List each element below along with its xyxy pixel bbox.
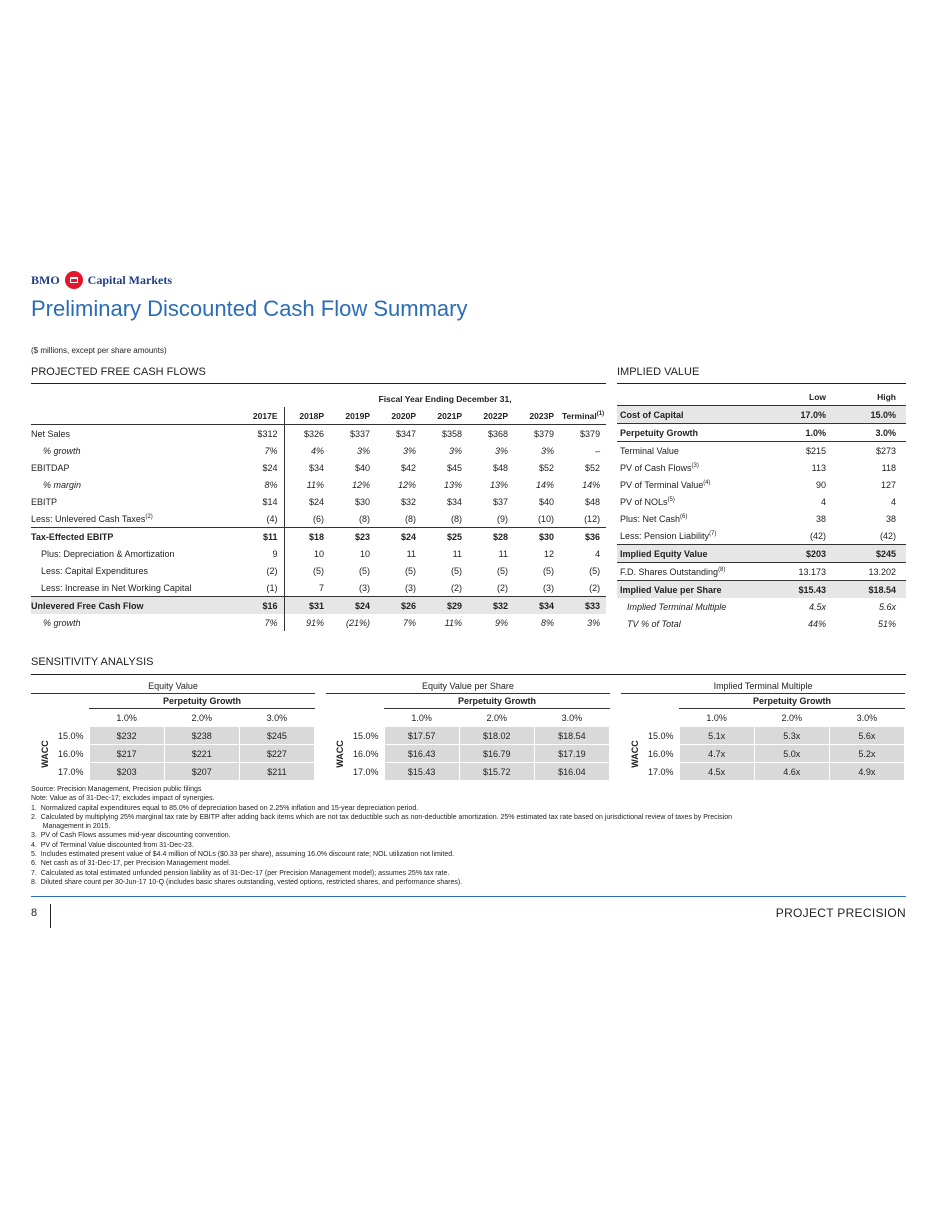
table-row (31, 614, 606, 631)
table-cell: 3% (402, 445, 416, 456)
growth-header: 1.0% (706, 712, 727, 723)
wacc-label: WACC (629, 739, 640, 768)
table-cell: (21%) (345, 617, 370, 628)
table-row (31, 493, 606, 510)
high-value: 118 (881, 462, 896, 473)
table-cell: $40 (538, 496, 554, 507)
growth-header: 3.0% (266, 712, 288, 723)
table-cell: (5) (359, 565, 370, 576)
row-label: Tax-Effected EBITP (31, 528, 228, 546)
table-row (31, 763, 315, 781)
table-cell: $15.72 (459, 763, 534, 781)
footnote-line: 3. PV of Cash Flows assumes mid-year discounting convention. (31, 832, 231, 840)
row-label: Implied Terminal Multiple (627, 601, 727, 612)
col-header-terminal: Terminal$^{(1)}$ (560, 407, 606, 425)
table-cell: $203 (89, 763, 164, 781)
table-cell: $15.43 (384, 763, 459, 781)
row-label: EBITDAP (31, 462, 70, 473)
page-number: 8 (31, 907, 38, 919)
table-cell: (8) (405, 513, 416, 524)
implied-section-title: IMPLIED VALUE (617, 366, 700, 378)
table-cell: 4.5x (679, 763, 754, 781)
table-cell: $34 (514, 597, 560, 615)
perpetuity-growth-header: Perpetuity Growth (384, 694, 610, 709)
table-cell: (2) (497, 582, 508, 593)
sensitivity-title: Implied Terminal Multiple (621, 679, 905, 694)
wacc-value: 16.0% (57, 748, 84, 759)
table-cell: $16.43 (384, 745, 459, 763)
table-cell: $42 (400, 462, 416, 473)
table-cell: $25 (422, 528, 468, 546)
footnote-line: 1. Normalized capital expenditures equal to 85.0% of depreciation based on 2.25% inflation and 15-year depreciation period. (31, 804, 419, 812)
table-cell: (5) (543, 565, 554, 576)
table-row (31, 442, 606, 459)
table-cell: $17.19 (534, 745, 609, 763)
table-row (617, 406, 906, 424)
implied-header-row (617, 388, 906, 406)
table-cell: 5.0x (754, 745, 829, 763)
low-value: $15.43 (766, 581, 836, 599)
high-value: 51% (877, 618, 896, 629)
low-value: 113 (811, 462, 826, 473)
sensitivity-title: Equity Value (31, 679, 315, 694)
page-subtitle: ($ millions, except per share amounts) (31, 346, 167, 355)
table-cell: $24 (228, 459, 284, 476)
table-cell: $28 (468, 528, 514, 546)
growth-header: 2.0% (486, 712, 507, 723)
row-label: Less: Pension Liability$^{(7)}$ (617, 527, 766, 545)
table-cell: $26 (376, 597, 422, 615)
table-cell: $30 (354, 496, 370, 507)
table-cell: $24 (376, 528, 422, 546)
high-value: 4 (890, 496, 896, 507)
growth-header: 1.0% (116, 712, 137, 723)
table-cell: 13% (443, 479, 462, 490)
row-label: Cost of Capital (617, 406, 766, 424)
table-cell: (8) (451, 513, 462, 524)
wacc-value: 17.0% (352, 766, 379, 777)
col-header: 2021P (422, 407, 468, 425)
logo-bmo-text: BMO (31, 272, 60, 287)
growth-header: 1.0% (411, 712, 432, 723)
table-cell: (6) (313, 513, 324, 524)
table-cell: 9% (494, 617, 508, 628)
row-label: % margin (43, 479, 82, 490)
table-row (31, 528, 606, 546)
low-value: 44% (807, 618, 826, 629)
table-cell: $34 (308, 462, 324, 473)
row-label: PV of NOLs$^{(5)}$ (620, 496, 675, 507)
table-cell: (12) (584, 513, 601, 524)
row-label: PV of Terminal Value$^{(4)}$ (620, 479, 711, 490)
table-row (617, 442, 906, 460)
low-value: 38 (815, 513, 826, 524)
logo-capital-markets-text: Capital Markets (87, 272, 172, 287)
low-value: $215 (805, 445, 826, 456)
table-cell: $23 (330, 528, 376, 546)
table-cell: $379 (533, 428, 554, 439)
table-cell: $36 (560, 528, 606, 546)
table-cell: 7 (318, 582, 324, 593)
table-row (326, 727, 610, 745)
project-name: PROJECT PRECISION (775, 906, 906, 920)
bmo-logo (31, 269, 172, 291)
high-value: (42) (836, 527, 906, 545)
table-row (31, 545, 606, 562)
high-value: $18.54 (836, 581, 906, 599)
table-cell: 3% (448, 445, 462, 456)
wacc-value: 17.0% (57, 766, 84, 777)
table-cell: 4.6x (754, 763, 829, 781)
table-cell: (5) (451, 565, 462, 576)
table-cell: $347 (395, 428, 416, 439)
footnote-line: Note: Value as of 31-Dec-17; excludes impact of synergies. (31, 795, 215, 803)
low-value: 4.5x (808, 601, 826, 612)
table-cell: (8) (359, 513, 370, 524)
wacc-value: 15.0% (647, 730, 674, 741)
table-cell: 91% (305, 617, 324, 628)
table-cell: (5) (313, 565, 324, 576)
row-label: TV % of Total (627, 618, 681, 629)
footnote-line: 7. Calculated as total estimated unfunded pension liability as of 31-Dec-17 (per Precision Management model); assumes 25% tax rate. (31, 869, 450, 877)
low-value: 17.0% (766, 406, 836, 424)
table-row (617, 424, 906, 442)
table-cell: 11 (406, 548, 416, 559)
footnote-line: Source: Precision Management, Precision public filings (31, 786, 202, 793)
row-label: Less: Capital Expenditures (41, 565, 149, 576)
pfcf-table (31, 390, 606, 631)
table-cell: $33 (560, 597, 606, 615)
table-cell: 3% (587, 617, 601, 628)
wacc-value: 15.0% (57, 730, 84, 741)
table-row (621, 763, 905, 781)
low-header: Low (766, 388, 836, 406)
pfcf-section-rule (31, 383, 606, 384)
table-cell: $14 (228, 493, 284, 510)
high-value: 15.0% (836, 406, 906, 424)
table-row (31, 745, 315, 763)
col-header: 2019P (330, 407, 376, 425)
wacc-label: WACC (334, 739, 345, 768)
table-row (31, 562, 606, 579)
table-row (31, 579, 606, 597)
wacc-label: WACC (39, 739, 50, 768)
table-cell: $379 (580, 428, 601, 439)
fiscal-year-header: Fiscal Year Ending December 31, (378, 393, 512, 404)
table-cell: $232 (89, 727, 164, 745)
table-cell: $16.04 (534, 763, 609, 781)
high-value: $245 (836, 545, 906, 563)
table-cell: – (595, 445, 601, 456)
footnote-line: 5. Includes estimated present value of $4.4 million of NOLs ($0.33 per share), assuming 16.0% discount rate; NOL utilization not limited. (31, 851, 455, 859)
table-cell: 8% (228, 476, 284, 493)
sensitivity-table (326, 679, 610, 781)
table-cell: (2) (589, 582, 601, 593)
table-row (617, 527, 906, 545)
table-cell: (9) (497, 513, 508, 524)
table-cell: 11% (444, 617, 462, 628)
table-cell: $29 (422, 597, 468, 615)
table-cell: 8% (540, 617, 554, 628)
table-cell: 5.1x (679, 727, 754, 745)
table-cell: 14% (535, 479, 554, 490)
table-row (621, 745, 905, 763)
row-label: % growth (43, 445, 81, 456)
row-label: Less: Unlevered Cash Taxes$^{(2)}$ (31, 513, 153, 524)
table-cell: $217 (89, 745, 164, 763)
table-cell: $207 (164, 763, 239, 781)
table-cell: 11 (498, 548, 508, 559)
table-cell: 11% (306, 479, 324, 490)
table-cell: 14% (582, 479, 601, 490)
table-cell: 9 (228, 545, 284, 562)
low-value: 90 (815, 479, 826, 490)
footnote-line: 2. Calculated by multiplying 25% marginal tax rate by EBITP after adding back items which are not tax deductible such as non-deductible amortization. 25% estimated tax rate based on jurisdictional review of taxes by Precision (31, 813, 733, 821)
table-cell: 4% (310, 445, 324, 456)
table-cell: 5.6x (829, 727, 904, 745)
table-cell: $18 (284, 528, 330, 546)
table-cell: 7% (402, 617, 416, 628)
table-cell: 3% (494, 445, 508, 456)
sensitivity-table (621, 679, 905, 781)
row-label: F.D. Shares Outstanding$^{(8)}$ (617, 563, 766, 581)
row-label: Unlevered Free Cash Flow (31, 597, 228, 615)
table-cell: 12% (397, 479, 416, 490)
table-row (621, 727, 905, 745)
table-row (617, 615, 906, 632)
wacc-value: 15.0% (352, 730, 379, 741)
footnotes (31, 785, 901, 887)
table-cell: 3% (540, 445, 554, 456)
table-cell: 5.3x (754, 727, 829, 745)
table-row (31, 476, 606, 493)
table-cell: $40 (354, 462, 370, 473)
bmo-roundel-icon (65, 271, 83, 289)
wacc-value: 17.0% (647, 766, 674, 777)
table-cell: (4) (228, 510, 284, 528)
table-cell: (10) (537, 513, 554, 524)
table-cell: 10 (359, 548, 370, 559)
wacc-value: 16.0% (352, 748, 379, 759)
wacc-value: 16.0% (647, 748, 674, 759)
table-row (617, 545, 906, 563)
table-cell: $245 (239, 727, 314, 745)
table-cell: $45 (446, 462, 462, 473)
footnote-line: 4. PV of Terminal Value discounted from 31-Dec-23. (31, 841, 194, 849)
table-cell: $48 (492, 462, 508, 473)
table-row (326, 763, 610, 781)
pfcf-section-title: PROJECTED FREE CASH FLOWS (31, 366, 206, 378)
table-cell: 7% (228, 614, 284, 631)
table-cell: (3) (405, 582, 416, 593)
high-value: 127 (880, 479, 896, 490)
footer-divider (50, 904, 51, 928)
high-header: High (836, 388, 906, 406)
sensitivity-section-rule (31, 674, 906, 675)
high-value: 13.202 (836, 563, 906, 581)
sensitivity-table (31, 679, 315, 781)
table-cell: $11 (228, 528, 284, 546)
sensitivity-title: Equity Value per Share (326, 679, 610, 694)
table-row (31, 425, 606, 443)
table-cell: $32 (468, 597, 514, 615)
pfcf-header-row (31, 407, 606, 425)
table-row (617, 493, 906, 510)
row-label: PV of Cash Flows$^{(3)}$ (620, 462, 699, 473)
growth-header: 2.0% (191, 712, 212, 723)
table-cell: $326 (303, 428, 324, 439)
table-cell: $238 (164, 727, 239, 745)
table-cell: $221 (164, 745, 239, 763)
table-cell: $211 (239, 763, 314, 781)
table-cell: $358 (441, 428, 462, 439)
table-row (617, 581, 906, 599)
table-cell: $17.57 (384, 727, 459, 745)
table-cell: $37 (492, 496, 508, 507)
table-row (326, 745, 610, 763)
low-value: 1.0% (766, 424, 836, 442)
page-title: Preliminary Discounted Cash Flow Summary (31, 296, 468, 321)
table-row (617, 476, 906, 493)
low-value: $203 (766, 545, 836, 563)
footnote-line: 8. Diluted share count per 30-Jun-17 10-Q (includes basic shares outstanding, vested options, restricted shares, and performance shares). (31, 878, 463, 886)
footer-rule (31, 896, 906, 897)
col-header: 2022P (468, 407, 514, 425)
table-cell: $24 (308, 496, 324, 507)
sensitivity-section-title: SENSITIVITY ANALYSIS (31, 656, 154, 668)
table-cell: $227 (239, 745, 314, 763)
table-cell: $52 (585, 462, 601, 473)
row-label: Net Sales (31, 428, 71, 439)
table-cell: $24 (330, 597, 376, 615)
table-cell: $368 (487, 428, 508, 439)
table-row (31, 597, 606, 615)
table-cell: $48 (585, 496, 601, 507)
low-value: 4 (820, 496, 826, 507)
implied-value-table (617, 388, 906, 632)
table-cell: 7% (228, 442, 284, 459)
table-row (617, 598, 906, 615)
table-cell: 4.9x (829, 763, 904, 781)
table-cell: 4.7x (679, 745, 754, 763)
implied-section-rule (617, 383, 906, 384)
table-cell: $16.79 (459, 745, 534, 763)
col-header: 2020P (376, 407, 422, 425)
table-cell: (3) (359, 582, 370, 593)
low-value: (42) (766, 527, 836, 545)
row-label: EBITP (31, 496, 58, 507)
table-cell: (1) (228, 579, 284, 597)
high-value: 3.0% (836, 424, 906, 442)
table-cell: $30 (514, 528, 560, 546)
row-label: % growth (43, 617, 81, 628)
table-cell: 4 (595, 548, 601, 559)
row-label: Terminal Value (620, 445, 679, 456)
table-cell: $16 (228, 597, 284, 615)
row-label: Implied Value per Share (617, 581, 766, 599)
high-value: 38 (885, 513, 896, 524)
high-value: $273 (875, 445, 896, 456)
table-cell: 13% (489, 479, 508, 490)
table-cell: $52 (538, 462, 554, 473)
row-label: Plus: Net Cash$^{(6)}$ (620, 513, 688, 524)
col-header: 2017E (228, 407, 284, 425)
table-row (31, 727, 315, 745)
table-cell: 5.2x (829, 745, 904, 763)
row-label: Plus: Depreciation & Amortization (41, 548, 175, 559)
row-label: Perpetuity Growth (617, 424, 766, 442)
perpetuity-growth-header: Perpetuity Growth (679, 694, 905, 709)
table-cell: 3% (356, 445, 370, 456)
table-cell: $312 (228, 425, 284, 443)
col-header: 2018P (284, 407, 330, 425)
row-label: Less: Increase in Net Working Capital (41, 582, 192, 593)
footnote-line: Management in 2015. (31, 823, 111, 831)
growth-header: 2.0% (781, 712, 802, 723)
table-cell: (2) (228, 562, 284, 579)
table-cell: (5) (497, 565, 508, 576)
table-row (31, 510, 606, 528)
table-cell: 11 (452, 548, 462, 559)
table-cell: $31 (284, 597, 330, 615)
table-cell: $18.54 (534, 727, 609, 745)
table-cell: 12 (543, 548, 554, 559)
table-row (617, 510, 906, 527)
table-cell: $18.02 (459, 727, 534, 745)
growth-header: 3.0% (561, 712, 583, 723)
table-cell: $32 (400, 496, 416, 507)
table-cell: (5) (589, 565, 601, 576)
row-label: Implied Equity Value (617, 545, 766, 563)
table-cell: 10 (313, 548, 324, 559)
low-value: 13.173 (766, 563, 836, 581)
table-row (31, 459, 606, 476)
high-value: 5.6x (878, 601, 896, 612)
footnote-line: 6. Net cash as of 31-Dec-17, per Precision Management model. (31, 860, 231, 868)
growth-header: 3.0% (856, 712, 878, 723)
table-cell: $34 (446, 496, 462, 507)
perpetuity-growth-header: Perpetuity Growth (89, 694, 315, 709)
table-row (617, 459, 906, 476)
table-cell: (2) (451, 582, 462, 593)
table-cell: (3) (543, 582, 554, 593)
table-cell: $337 (349, 428, 370, 439)
table-row (617, 563, 906, 581)
table-cell: (5) (405, 565, 416, 576)
table-cell: 12% (351, 479, 370, 490)
col-header: 2023P (514, 407, 560, 425)
